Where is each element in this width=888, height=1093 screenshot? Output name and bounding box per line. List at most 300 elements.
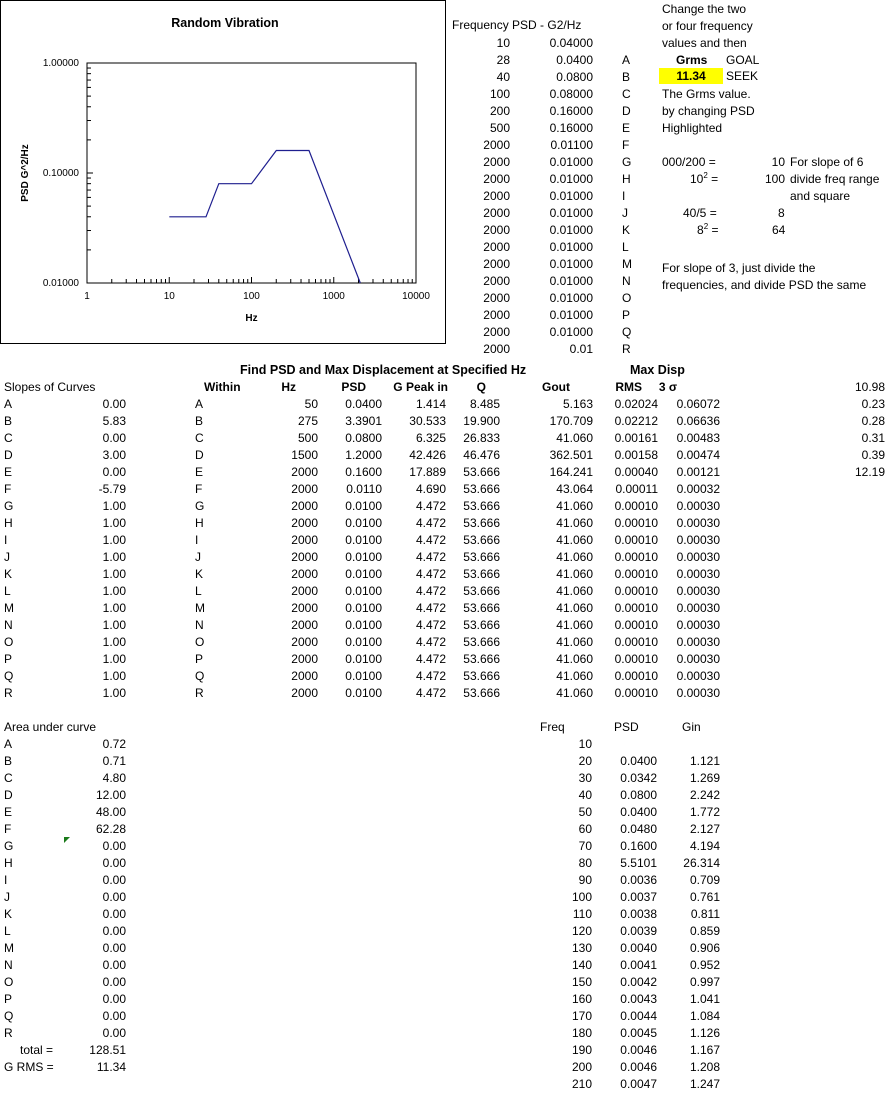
- g-peak-cell[interactable]: 6.325: [415, 431, 446, 445]
- psd-cell[interactable]: 0.01000: [549, 206, 593, 220]
- gin-psd-cell[interactable]: 0.0480: [620, 822, 657, 836]
- x-tick-label: 100: [243, 291, 260, 302]
- gout-cell[interactable]: 43.064: [556, 482, 593, 496]
- psd-cell[interactable]: 0.01000: [549, 240, 593, 254]
- psd-cell[interactable]: 0.0100: [345, 601, 382, 615]
- three-sigma-cell[interactable]: 0.00030: [676, 533, 720, 547]
- three-sigma-cell[interactable]: 0.00030: [676, 635, 720, 649]
- freq-cell[interactable]: 2000: [483, 223, 510, 237]
- psd-cell[interactable]: 0.01: [569, 342, 593, 356]
- area-value[interactable]: 0.00: [102, 873, 126, 887]
- gout-cell[interactable]: 41.060: [556, 516, 593, 530]
- gin-freq-cell[interactable]: 50: [578, 805, 592, 819]
- psd-cell[interactable]: 0.0100: [345, 516, 382, 530]
- gin-freq-cell[interactable]: 110: [572, 907, 592, 921]
- rms-cell[interactable]: 0.00010: [614, 567, 658, 581]
- gin-psd-cell[interactable]: 0.0046: [620, 1043, 657, 1057]
- psd-cell[interactable]: 3.3901: [345, 414, 382, 428]
- psd-cell[interactable]: 0.0100: [345, 686, 382, 700]
- psd-cell[interactable]: 0.01000: [549, 223, 593, 237]
- gin-psd-cell[interactable]: 0.0046: [620, 1060, 657, 1074]
- q-cell[interactable]: 46.476: [463, 448, 500, 462]
- rms-cell[interactable]: 0.00010: [614, 618, 658, 632]
- gin-column-header: PSD: [614, 720, 639, 734]
- gin-freq-cell[interactable]: 40: [578, 788, 592, 802]
- g-peak-cell[interactable]: 4.472: [415, 550, 446, 564]
- gin-psd-cell[interactable]: 0.0800: [620, 788, 657, 802]
- slope-value[interactable]: 1.00: [102, 635, 126, 649]
- q-cell[interactable]: 53.666: [463, 618, 500, 632]
- goal-label: GOAL: [726, 53, 760, 67]
- gout-cell[interactable]: 41.060: [556, 686, 593, 700]
- psd-cell[interactable]: 0.1600: [345, 465, 382, 479]
- psd-cell[interactable]: 0.0100: [345, 533, 382, 547]
- gin-psd-cell[interactable]: 0.1600: [620, 839, 657, 853]
- gin-freq-cell[interactable]: 190: [571, 1043, 592, 1057]
- hz-cell[interactable]: 2000: [291, 601, 318, 615]
- max-disp-value[interactable]: 0.31: [861, 431, 885, 445]
- psd-cell[interactable]: 0.0100: [345, 618, 382, 632]
- area-value[interactable]: 0.71: [102, 754, 126, 768]
- gin-psd-cell[interactable]: 0.0047: [620, 1077, 657, 1091]
- freq-cell[interactable]: 2000: [483, 325, 510, 339]
- rms-cell[interactable]: 0.00010: [614, 669, 658, 683]
- gin-freq-cell[interactable]: 20: [578, 754, 592, 768]
- grms-goal-cell[interactable]: 11.34: [659, 68, 723, 84]
- gout-cell[interactable]: 41.060: [556, 584, 593, 598]
- rms-cell[interactable]: 0.00161: [614, 431, 658, 445]
- g-peak-cell[interactable]: 42.426: [409, 448, 446, 462]
- q-cell[interactable]: 53.666: [463, 635, 500, 649]
- rms-cell[interactable]: 0.00011: [615, 482, 658, 496]
- gin-psd-cell[interactable]: 0.0040: [620, 941, 657, 955]
- psd-cell[interactable]: 0.01000: [549, 257, 593, 271]
- area-value[interactable]: 0.00: [102, 1026, 126, 1040]
- three-sigma-cell[interactable]: 0.00030: [676, 584, 720, 598]
- area-value[interactable]: 12.00: [95, 788, 126, 802]
- slope-value[interactable]: 3.00: [102, 448, 126, 462]
- note-line: The Grms value.: [662, 87, 751, 101]
- gin-value-cell[interactable]: 1.269: [689, 771, 720, 785]
- gin-freq-cell[interactable]: 10: [578, 737, 592, 751]
- three-sigma-cell[interactable]: 0.00030: [676, 669, 720, 683]
- gin-psd-cell[interactable]: 0.0400: [620, 805, 657, 819]
- q-cell[interactable]: 26.833: [463, 431, 500, 445]
- psd-cell[interactable]: 0.01100: [550, 138, 593, 152]
- gin-freq-cell[interactable]: 70: [578, 839, 592, 853]
- comment-indicator-icon: [64, 837, 72, 845]
- total-value[interactable]: 128.51: [89, 1043, 126, 1057]
- q-cell[interactable]: 19.900: [463, 414, 500, 428]
- gin-value-cell[interactable]: 0.811: [690, 907, 720, 921]
- area-value[interactable]: 0.72: [102, 737, 126, 751]
- g-peak-cell[interactable]: 4.472: [415, 618, 446, 632]
- within-letter: Q: [195, 669, 205, 683]
- slope-value[interactable]: 1.00: [102, 584, 126, 598]
- hz-cell[interactable]: 1500: [291, 448, 318, 462]
- within-letter: R: [195, 686, 204, 700]
- gin-freq-cell[interactable]: 80: [578, 856, 592, 870]
- gin-freq-cell[interactable]: 30: [578, 771, 592, 785]
- hz-cell[interactable]: 2000: [291, 516, 318, 530]
- psd-cell[interactable]: 0.16000: [549, 121, 593, 135]
- gin-psd-cell[interactable]: 0.0039: [620, 924, 657, 938]
- freq-cell[interactable]: 2000: [483, 240, 510, 254]
- gin-freq-cell[interactable]: 170: [571, 1009, 592, 1023]
- rms-cell[interactable]: 0.00040: [614, 465, 658, 479]
- max-disp-value[interactable]: 10.98: [854, 380, 885, 394]
- psd-cell[interactable]: 0.0110: [346, 482, 382, 496]
- three-sigma-cell[interactable]: 0.00121: [676, 465, 720, 479]
- freq-cell[interactable]: 2000: [483, 206, 510, 220]
- max-disp-value[interactable]: 12.19: [854, 465, 885, 479]
- gout-cell[interactable]: 41.060: [556, 567, 593, 581]
- hz-cell[interactable]: 2000: [291, 584, 318, 598]
- hz-cell[interactable]: 2000: [291, 618, 318, 632]
- rms-cell[interactable]: 0.00010: [614, 601, 658, 615]
- slope-value[interactable]: 1.00: [102, 652, 126, 666]
- three-sigma-cell[interactable]: 0.00032: [676, 482, 720, 496]
- slope-letter: J: [4, 550, 10, 564]
- gout-cell[interactable]: 5.163: [562, 397, 593, 411]
- three-sigma-cell[interactable]: 0.00030: [676, 686, 720, 700]
- gin-freq-cell[interactable]: 100: [571, 890, 592, 904]
- freq-cell[interactable]: 40: [496, 70, 510, 84]
- psd-cell[interactable]: 0.0100: [345, 567, 382, 581]
- psd-cell[interactable]: 0.0100: [345, 550, 382, 564]
- psd-cell[interactable]: 0.0400: [345, 397, 382, 411]
- gout-cell[interactable]: 164.241: [549, 465, 593, 479]
- freq-cell[interactable]: 500: [489, 121, 510, 135]
- note-line: or four frequency: [662, 19, 753, 33]
- psd-cell[interactable]: 0.0100: [345, 652, 382, 666]
- q-cell[interactable]: 53.666: [463, 482, 500, 496]
- gin-value-cell[interactable]: 2.242: [689, 788, 720, 802]
- gin-psd-cell[interactable]: 0.0042: [620, 975, 657, 989]
- gout-cell[interactable]: 41.060: [556, 652, 593, 666]
- q-cell[interactable]: 53.666: [463, 669, 500, 683]
- segment-letter: I: [622, 189, 626, 203]
- area-value[interactable]: 4.80: [102, 771, 126, 785]
- q-cell[interactable]: 8.485: [469, 397, 500, 411]
- q-cell[interactable]: 53.666: [463, 601, 500, 615]
- gin-value-cell[interactable]: 0.906: [689, 941, 720, 955]
- hz-cell[interactable]: 275: [297, 414, 318, 428]
- three-sigma-cell[interactable]: 0.00030: [676, 618, 720, 632]
- gin-freq-cell[interactable]: 130: [571, 941, 592, 955]
- q-cell[interactable]: 53.666: [463, 652, 500, 666]
- rms-cell[interactable]: 0.00010: [614, 550, 658, 564]
- slope-value[interactable]: 0.00: [102, 465, 126, 479]
- gout-cell[interactable]: 41.060: [556, 533, 593, 547]
- hz-cell[interactable]: 2000: [291, 550, 318, 564]
- gin-value-cell[interactable]: 1.126: [689, 1026, 720, 1040]
- area-value[interactable]: 48.00: [95, 805, 126, 819]
- three-sigma-cell[interactable]: 0.00474: [676, 448, 720, 462]
- freq-cell[interactable]: 10: [496, 36, 510, 50]
- gin-psd-cell[interactable]: 0.0036: [620, 873, 657, 887]
- note-line: by changing PSD: [662, 104, 755, 118]
- area-value[interactable]: 0.00: [102, 992, 126, 1006]
- three-sigma-cell[interactable]: 0.00030: [676, 516, 720, 530]
- g-peak-cell[interactable]: 4.472: [415, 567, 446, 581]
- slope-value[interactable]: 0.00: [102, 397, 126, 411]
- area-value[interactable]: 0.00: [102, 958, 126, 972]
- area-value[interactable]: 0.00: [102, 856, 126, 870]
- gout-cell[interactable]: 170.709: [549, 414, 593, 428]
- slope-value[interactable]: -5.79: [98, 482, 126, 496]
- gin-freq-cell[interactable]: 180: [571, 1026, 592, 1040]
- rms-cell[interactable]: 0.00010: [614, 652, 658, 666]
- gin-value-cell[interactable]: 26.314: [683, 856, 720, 870]
- area-value[interactable]: 0.00: [102, 924, 126, 938]
- psd-cell[interactable]: 0.01000: [549, 189, 593, 203]
- g-peak-cell[interactable]: 1.414: [415, 397, 446, 411]
- three-sigma-cell[interactable]: 0.00030: [676, 567, 720, 581]
- gout-cell[interactable]: 41.060: [556, 601, 593, 615]
- area-value[interactable]: 62.28: [95, 822, 126, 836]
- three-sigma-cell[interactable]: 0.00030: [676, 499, 720, 513]
- gin-freq-cell[interactable]: 120: [571, 924, 592, 938]
- psd-cell[interactable]: 0.0100: [345, 635, 382, 649]
- g-peak-cell[interactable]: 4.690: [415, 482, 446, 496]
- gin-freq-cell[interactable]: 160: [571, 992, 592, 1006]
- slope-value[interactable]: 1.00: [102, 550, 126, 564]
- slope-value[interactable]: 1.00: [102, 686, 126, 700]
- gin-value-cell[interactable]: 0.761: [689, 890, 720, 904]
- psd-cell[interactable]: 0.01000: [549, 274, 593, 288]
- psd-cell[interactable]: 1.2000: [345, 448, 382, 462]
- hz-cell[interactable]: 2000: [291, 635, 318, 649]
- psd-cell[interactable]: 0.16000: [549, 104, 593, 118]
- hz-cell[interactable]: 500: [297, 431, 318, 445]
- rms-cell[interactable]: 0.00010: [614, 499, 658, 513]
- gin-freq-cell[interactable]: 140: [571, 958, 592, 972]
- g-peak-cell[interactable]: 4.472: [415, 601, 446, 615]
- q-cell[interactable]: 53.666: [463, 550, 500, 564]
- area-letter: O: [4, 975, 14, 989]
- area-value[interactable]: 0.00: [102, 941, 126, 955]
- hz-cell[interactable]: 2000: [291, 567, 318, 581]
- psd-cell[interactable]: 0.01000: [549, 155, 593, 169]
- q-cell[interactable]: 53.666: [463, 567, 500, 581]
- gin-psd-cell[interactable]: 0.0044: [620, 1009, 657, 1023]
- gin-freq-cell[interactable]: 60: [578, 822, 592, 836]
- freq-cell[interactable]: 2000: [483, 274, 510, 288]
- area-value[interactable]: 0.00: [102, 907, 126, 921]
- gin-value-cell[interactable]: 0.859: [689, 924, 720, 938]
- g-peak-cell[interactable]: 30.533: [409, 414, 446, 428]
- hz-cell[interactable]: 2000: [291, 669, 318, 683]
- psd-cell[interactable]: 0.01000: [549, 325, 593, 339]
- rms-cell[interactable]: 0.00010: [614, 584, 658, 598]
- gout-cell[interactable]: 41.060: [556, 431, 593, 445]
- area-letter: Q: [4, 1009, 14, 1023]
- q-cell[interactable]: 53.666: [463, 516, 500, 530]
- freq-cell[interactable]: 28: [496, 53, 510, 67]
- gin-value-cell[interactable]: 1.121: [689, 754, 720, 768]
- y-axis-label: PSD G^2/Hz: [20, 144, 31, 202]
- segment-letter: D: [622, 104, 631, 118]
- hz-cell[interactable]: 2000: [291, 652, 318, 666]
- gin-freq-cell[interactable]: 200: [571, 1060, 592, 1074]
- q-cell[interactable]: 53.666: [463, 686, 500, 700]
- q-cell[interactable]: 53.666: [463, 533, 500, 547]
- gin-value-cell[interactable]: 0.952: [689, 958, 720, 972]
- gin-value-cell[interactable]: 1.084: [689, 1009, 720, 1023]
- freq-cell[interactable]: 2000: [483, 189, 510, 203]
- segment-letter: B: [622, 70, 631, 84]
- rms-cell[interactable]: 0.02024: [614, 397, 658, 411]
- psd-cell[interactable]: 0.0400: [556, 53, 593, 67]
- g-peak-cell[interactable]: 4.472: [415, 533, 446, 547]
- slope-letter: F: [4, 482, 12, 496]
- gin-psd-cell[interactable]: 0.0038: [620, 907, 657, 921]
- hz-cell[interactable]: 2000: [291, 465, 318, 479]
- gin-value-cell[interactable]: 2.127: [689, 822, 720, 836]
- g-peak-cell[interactable]: 4.472: [415, 499, 446, 513]
- hz-cell[interactable]: 2000: [291, 533, 318, 547]
- hz-cell[interactable]: 2000: [291, 482, 318, 496]
- freq-cell[interactable]: 2000: [483, 172, 510, 186]
- slope-value[interactable]: 1.00: [102, 533, 126, 547]
- slope-value[interactable]: 0.00: [102, 431, 126, 445]
- random-vibration-chart[interactable]: [0, 0, 446, 344]
- g-peak-cell[interactable]: 4.472: [415, 652, 446, 666]
- gin-psd-cell[interactable]: 0.0043: [620, 992, 657, 1006]
- slope-value[interactable]: 1.00: [102, 618, 126, 632]
- three-sigma-cell[interactable]: 0.00030: [676, 601, 720, 615]
- gin-psd-cell[interactable]: 0.0400: [620, 754, 657, 768]
- freq-cell[interactable]: 2000: [483, 257, 510, 271]
- freq-cell[interactable]: 2000: [483, 138, 510, 152]
- gin-freq-cell[interactable]: 210: [571, 1077, 592, 1091]
- hz-cell[interactable]: 2000: [291, 499, 318, 513]
- q-cell[interactable]: 53.666: [463, 499, 500, 513]
- three-sigma-cell[interactable]: 0.00030: [676, 652, 720, 666]
- three-sigma-cell[interactable]: 0.06636: [676, 414, 720, 428]
- area-value[interactable]: 0.00: [102, 1009, 126, 1023]
- three-sigma-cell[interactable]: 0.00030: [676, 550, 720, 564]
- max-disp-title: Max Disp: [630, 363, 685, 377]
- g-peak-cell[interactable]: 4.472: [415, 635, 446, 649]
- psd-cell[interactable]: 0.0100: [345, 669, 382, 683]
- g-peak-cell[interactable]: 4.472: [415, 669, 446, 683]
- area-value[interactable]: 0.00: [102, 975, 126, 989]
- freq-cell[interactable]: 2000: [483, 155, 510, 169]
- within-letter: A: [195, 397, 204, 411]
- psd-cell[interactable]: 0.0100: [345, 499, 382, 513]
- gin-psd-cell[interactable]: 5.5101: [620, 856, 657, 870]
- gin-value-cell[interactable]: 1.167: [689, 1043, 720, 1057]
- gout-cell[interactable]: 362.501: [549, 448, 593, 462]
- rms-cell[interactable]: 0.02212: [614, 414, 658, 428]
- within-letter: J: [195, 550, 201, 564]
- gin-psd-cell[interactable]: 0.0041: [620, 958, 657, 972]
- column-header: Q: [476, 380, 486, 394]
- slope-letter: Q: [4, 669, 14, 683]
- rms-cell[interactable]: 0.00010: [614, 635, 658, 649]
- psd-cell[interactable]: 0.0100: [345, 584, 382, 598]
- rms-cell[interactable]: 0.00010: [614, 533, 658, 547]
- psd-cell[interactable]: 0.01000: [549, 172, 593, 186]
- gin-value-cell[interactable]: 1.208: [689, 1060, 720, 1074]
- g-peak-cell[interactable]: 4.472: [415, 516, 446, 530]
- slope-value[interactable]: 5.83: [102, 414, 126, 428]
- rms-cell[interactable]: 0.00010: [614, 686, 658, 700]
- area-value[interactable]: 0.00: [102, 890, 126, 904]
- gin-value-cell[interactable]: 1.772: [689, 805, 720, 819]
- gin-value-cell[interactable]: 0.709: [689, 873, 720, 887]
- gout-cell[interactable]: 41.060: [556, 550, 593, 564]
- q-cell[interactable]: 53.666: [463, 465, 500, 479]
- slope-value[interactable]: 1.00: [102, 499, 126, 513]
- max-disp-value[interactable]: 0.23: [861, 397, 885, 411]
- psd-cell[interactable]: 0.08000: [549, 87, 593, 101]
- q-cell[interactable]: 53.666: [463, 584, 500, 598]
- within-letter: P: [195, 652, 204, 666]
- segment-letter: G: [622, 155, 632, 169]
- gout-cell[interactable]: 41.060: [556, 635, 593, 649]
- gin-psd-cell[interactable]: 0.0045: [620, 1026, 657, 1040]
- gin-value-cell[interactable]: 1.247: [689, 1077, 720, 1091]
- rms-cell[interactable]: 0.00010: [614, 516, 658, 530]
- g-peak-cell[interactable]: 4.472: [415, 686, 446, 700]
- gin-freq-cell[interactable]: 90: [578, 873, 592, 887]
- gin-psd-cell[interactable]: 0.0342: [620, 771, 657, 785]
- psd-cell[interactable]: 0.04000: [549, 36, 593, 50]
- rms-cell[interactable]: 0.00158: [614, 448, 658, 462]
- freq-cell[interactable]: 100: [489, 87, 510, 101]
- g-peak-cell[interactable]: 17.889: [409, 465, 446, 479]
- max-disp-value[interactable]: 0.39: [861, 448, 885, 462]
- gin-freq-cell[interactable]: 150: [571, 975, 592, 989]
- psd-cell[interactable]: 0.01000: [549, 308, 593, 322]
- psd-cell[interactable]: 0.01000: [549, 291, 593, 305]
- area-value[interactable]: 0.00: [102, 839, 126, 853]
- gin-psd-cell[interactable]: 0.0037: [620, 890, 657, 904]
- slope6-note: For slope of 6: [790, 155, 864, 169]
- gout-cell[interactable]: 41.060: [556, 618, 593, 632]
- gin-value-cell[interactable]: 0.997: [689, 975, 720, 989]
- slope-letter: O: [4, 635, 14, 649]
- psd-cell[interactable]: 0.0800: [345, 431, 382, 445]
- three-sigma-cell[interactable]: 0.06072: [676, 397, 720, 411]
- column-header: Within: [204, 380, 241, 394]
- slope-value[interactable]: 1.00: [102, 516, 126, 530]
- hz-cell[interactable]: 50: [304, 397, 318, 411]
- hz-cell[interactable]: 2000: [291, 686, 318, 700]
- three-sigma-cell[interactable]: 0.00483: [676, 431, 720, 445]
- gout-cell[interactable]: 41.060: [556, 499, 593, 513]
- area-letter: K: [4, 907, 13, 921]
- slope-value[interactable]: 1.00: [102, 669, 126, 683]
- g-peak-cell[interactable]: 4.472: [415, 584, 446, 598]
- freq-cell[interactable]: 2000: [483, 342, 510, 356]
- freq-cell[interactable]: 2000: [483, 291, 510, 305]
- gin-value-cell[interactable]: 1.041: [689, 992, 720, 1006]
- freq-cell[interactable]: 2000: [483, 308, 510, 322]
- area-letter: L: [4, 924, 11, 938]
- slope-value[interactable]: 1.00: [102, 567, 126, 581]
- gout-cell[interactable]: 41.060: [556, 669, 593, 683]
- grms-result-value[interactable]: 11.34: [96, 1060, 126, 1074]
- slope-value[interactable]: 1.00: [102, 601, 126, 615]
- gin-value-cell[interactable]: 4.194: [689, 839, 720, 853]
- freq-cell[interactable]: 200: [489, 104, 510, 118]
- psd-cell[interactable]: 0.0800: [556, 70, 593, 84]
- max-disp-value[interactable]: 0.28: [861, 414, 885, 428]
